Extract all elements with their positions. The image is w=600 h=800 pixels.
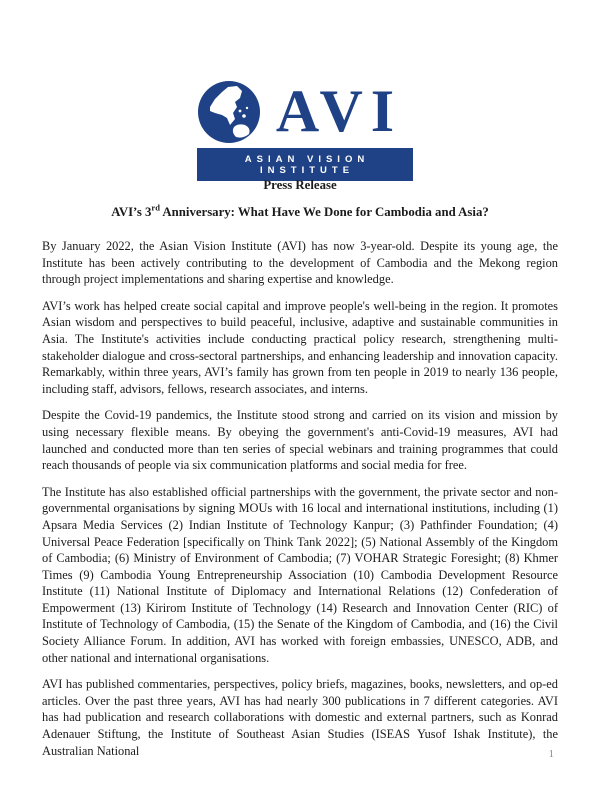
avi-wordmark: AVI	[275, 78, 403, 144]
avi-logo	[197, 80, 413, 181]
body-paragraph: Despite the Covid-19 pandemics, the Institute stood strong and carried on its vision and mission by using necessary flexible means. By obeying the government's anti-Covid-19 measures, AVI had launched and conducted more than ten series of special webinars and training programmes that could reach thousands of people via six communication platforms and social media for free.	[42, 408, 558, 473]
logo-banner: ASIAN VISION INSTITUTE	[197, 148, 413, 181]
page-number: 1	[548, 748, 554, 760]
document-body	[42, 238, 558, 769]
document-title	[0, 202, 600, 220]
press-release-kicker: Press Release	[263, 178, 337, 192]
body-paragraph: AVI has published commentaries, perspectives, policy briefs, magazines, books, newsletters, and op-ed articles. Over the past three years, AVI has had nearly 300 publications in 7 different categories. AVI has had publication and research collaborations with domestic and external partners, such as Konrad Adenauer Stiftung, the Institute of Southeast Asian Studies (ISEAS Yusof Ishak Institute), the Australian National	[42, 677, 558, 758]
body-paragraph: AVI’s work has helped create social capital and improve people's well-being in the region. It promotes Asian wisdom and perspectives to build peaceful, inclusive, adaptive and sustainable communities in Asia. The Institute's activities include conducting practical policy research, strengthening multi-stakeholder dialogue and cross-sectoral partnerships, and enhancing leadership and innovation capacity. Remarkably, within three years, AVI’s family has grown from ten people in 2019 to nearly 136 people, including staff, advisors, fellows, research associates, and interns.	[42, 298, 558, 396]
body-paragraph: The Institute has also established official partnerships with the government, the private sector and non-governmental organisations by signing MOUs with 16 local and international institutions, including (1) Apsara Media Services (2) Indian Institute of Technology Kanpur; (3) Pathfinder Foundation; (4) Universal Peace Federation [specifically on Think Tank 2022]; (5) National Assembly of the Kingdom of Cambodia; (6) Ministry of Environment of Cambodia; (7) VOHAR Strategic Foresight; (8) Khmer Times (9) Cambodia Young Entrepreneurship Association (10) Cambodia Development Resource Institute (11) National Institute of Diplomacy and International Relations (12) Confederation of Empowerment (13) Kirirom Institute of Technology (14) Research and Innovation Center (RIC) of Institute of Technology of Cambodia, (15) the Senate of the Kingdom of Cambodia, and (16) the Civil Society Alliance Forum. In addition, AVI has worked with foreign embassies, UNESCO, ADB, and other national and international organisations.	[42, 484, 558, 665]
title-prefix: AVI’s 3	[111, 205, 152, 219]
globe-asia-icon	[197, 80, 261, 144]
title-ordinal-superscript: rd	[151, 202, 160, 213]
title-suffix: Anniversary: What Have We Done for Cambodia and Asia?	[159, 205, 489, 219]
body-paragraph: By January 2022, the Asian Vision Institute (AVI) has now 3-year-old. Despite its young age, the Institute has been actively contributing to the development of Cambodia and the Mekong region through project implementations and sharing expertise and knowledge.	[42, 239, 558, 287]
